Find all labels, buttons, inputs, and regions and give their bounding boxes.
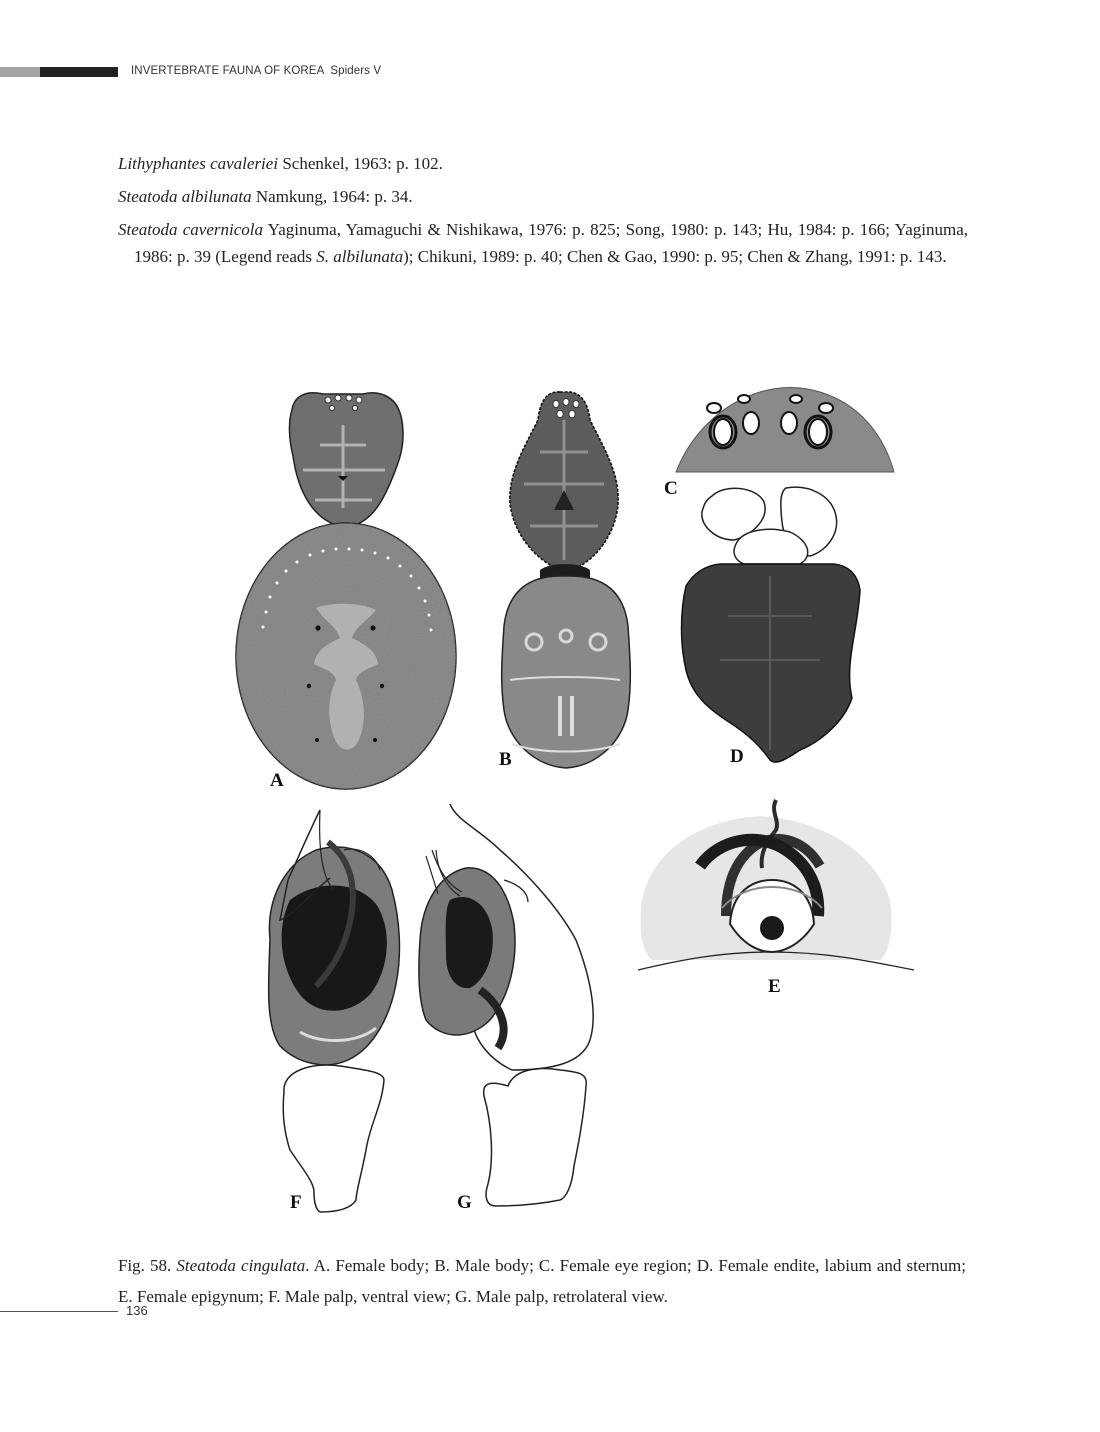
citation: Namkung, 1964: p. 34. — [251, 187, 413, 206]
synonymy-entry — [118, 150, 968, 177]
volume-title: Spiders V — [330, 65, 382, 77]
book-title: INVERTEBRATE FAUNA OF KOREA — [131, 65, 325, 77]
panel-label-d: D — [730, 746, 744, 767]
figure-caption — [118, 1250, 966, 1312]
taxon-name: Lithyphantes cavaleriei — [118, 154, 279, 173]
panel-label-a: A — [270, 770, 284, 791]
panel-label-e: E — [768, 976, 781, 997]
page-number: 136 — [126, 1303, 148, 1318]
caption-species: Steatoda cingulata — [176, 1256, 306, 1275]
panel-e-epigynum — [638, 800, 914, 970]
panel-b-male-body — [502, 392, 631, 768]
running-head — [131, 65, 381, 77]
panel-label-g: G — [457, 1192, 472, 1213]
citation: Schenkel, 1963: p. 102. — [278, 154, 443, 173]
panel-g-palp-retrolateral — [419, 804, 593, 1206]
legend-taxon: S. albilunata — [316, 247, 404, 266]
caption-text: . A. Female body; B. Male body; C. Female eye region; D. Female endite, labium and sternum; E. Female epigynum; F. Male palp, ventral view; G. Male palp, retrolateral view. — [118, 1256, 966, 1306]
header-bar-gray — [0, 67, 40, 77]
synonymy-entry — [118, 183, 968, 210]
panel-c-eye-region — [676, 388, 894, 473]
taxon-name: Steatoda cavernicola — [118, 220, 263, 239]
panel-d-endite-sternum — [682, 487, 861, 762]
citation: Yaginuma, Yamaguchi & Nishikawa, 1976: p. 825; Song, 1980: p. 143; Hu, 1984: p. 166; Yaginuma, 1986: p. 39 (Legend reads — [134, 220, 968, 266]
synonymy-entry — [118, 216, 968, 270]
taxon-name: Steatoda albilunata — [118, 187, 252, 206]
figure-number: Fig. 58. — [118, 1256, 177, 1275]
citation-end: ); Chikuni, 1989: p. 40; Chen & Gao, 1990: p. 95; Chen & Zhang, 1991: p. 143. — [403, 247, 947, 266]
panel-a-female-body — [236, 393, 456, 789]
figure-drawings — [120, 380, 970, 1240]
synonymy-list — [118, 150, 968, 276]
panel-f-palp-ventral — [269, 810, 400, 1212]
panel-label-b: B — [499, 749, 512, 770]
panel-label-c: C — [664, 478, 678, 499]
figure-58 — [120, 380, 970, 1240]
header-bar-dark — [40, 67, 118, 77]
panel-label-f: F — [290, 1192, 302, 1213]
footer-rule — [0, 1311, 118, 1312]
